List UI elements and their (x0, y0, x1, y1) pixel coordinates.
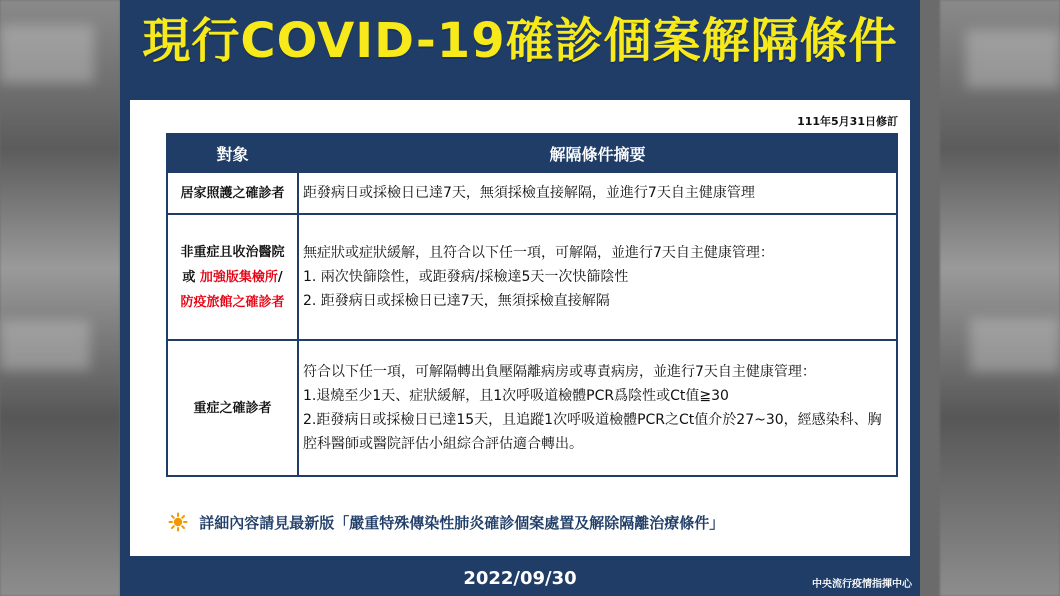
table-row (167, 214, 897, 340)
infographic-panel (120, 0, 920, 596)
conditions-column-header: 解隔條件摘要 (298, 134, 897, 172)
target-connector: 或 (182, 269, 196, 285)
organization-name: 中央流行疫情指揮中心 (812, 579, 912, 590)
target-separator: / (277, 269, 283, 285)
sun-icon (168, 512, 188, 532)
table-header-row (167, 134, 897, 172)
right-background (940, 0, 1060, 596)
target-cell (167, 172, 298, 214)
table-row (167, 340, 897, 476)
publication-date: 2022/09/30 (463, 568, 577, 589)
condition-line: 無症狀或症狀緩解，且符合以下任一項，可解隔，並進行7天自主健康管理： (303, 245, 774, 261)
target-hotel: 防疫旅館之確診者 (180, 294, 285, 310)
target-label: 居家照護之確診者 (180, 185, 285, 201)
target-column-header: 對象 (167, 134, 298, 172)
target-facility: 加強版集檢所 (199, 269, 278, 285)
conditions-cell (298, 214, 897, 340)
condition-line: 1.退燒至少1天、症狀緩解，且1次呼吸道檢體PCR爲陰性或Ct值≧30 (303, 388, 729, 404)
target-label: 重症之確診者 (193, 400, 272, 416)
conditions-cell (298, 172, 897, 214)
condition-line: 距發病日或採檢日已達7天，無須採檢直接解隔，並進行7天自主健康管理 (303, 185, 755, 201)
condition-line: 1. 兩次快篩陰性，或距發病/採檢達5天一次快篩陰性 (303, 269, 629, 285)
conditions-cell (298, 340, 897, 476)
release-conditions-table (166, 133, 898, 477)
target-label: 非重症且收治醫院 (180, 244, 285, 260)
condition-line: 2.距發病日或採檢日已達15天，且追蹤1次呼吸道檢體PCR之Ct值介於27~30，經感染科、胸腔科醫師或醫院評估小組綜合評估適合轉出。 (303, 412, 882, 452)
target-cell (167, 340, 298, 476)
condition-line: 符合以下任一項，可解隔轉出負壓隔離病房或專責病房，並進行7天自主健康管理： (303, 364, 816, 380)
footnote (168, 512, 724, 533)
right-background-block (970, 318, 1060, 372)
table-row (167, 172, 897, 214)
footnote-text: 詳細內容請見最新版「嚴重特殊傳染性肺炎確診個案處置及解除隔離治療條件」 (199, 514, 725, 532)
revision-date: 111年5月31日修訂 (797, 115, 898, 128)
left-background-block (0, 320, 90, 370)
content-card (130, 100, 910, 556)
condition-line: 2. 距發病日或採檢日已達7天，無須採檢直接解隔 (303, 293, 610, 309)
right-background-block (966, 30, 1060, 88)
left-background (0, 0, 120, 596)
target-cell (167, 214, 298, 340)
left-background-block (0, 25, 94, 83)
headline: 現行COVID-19確診個案解隔條件 (142, 13, 898, 69)
